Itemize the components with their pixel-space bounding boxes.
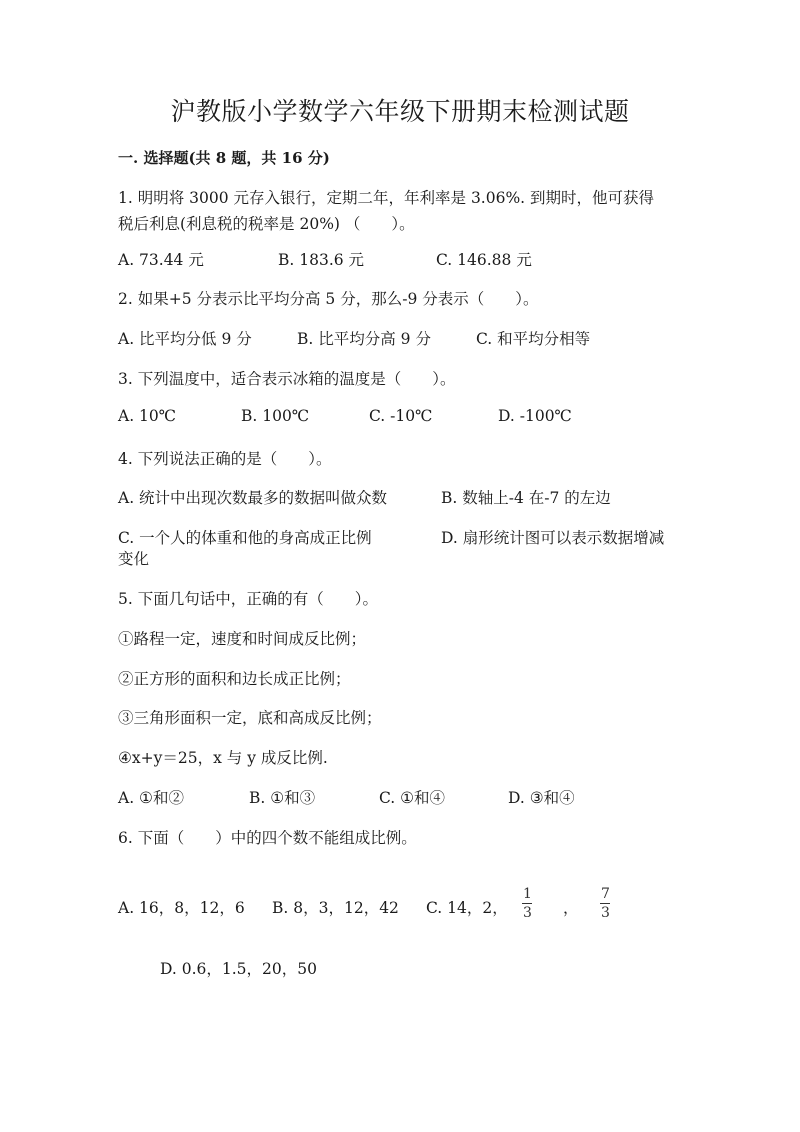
question-1-option-b: B. 183.6 元 <box>278 251 365 269</box>
question-2-option-a: A. 比平均分低 9 分 <box>118 330 252 348</box>
question-3-option-b: B. 100℃ <box>241 407 310 425</box>
fraction-bar <box>522 903 532 904</box>
question-5-option-b: B. ①和③ <box>249 789 316 807</box>
fraction-bar <box>600 903 610 904</box>
question-4-option-c: C. 一个人的体重和他的身高成正比例 <box>118 529 372 547</box>
question-3-option-c: C. -10℃ <box>369 407 433 425</box>
section-heading: 一. 选择题(共 8 题，共 16 分) <box>118 149 330 167</box>
question-2-option-c: C. 和平均分相等 <box>476 330 591 348</box>
question-4-option-d-continued: 变化 <box>118 550 150 568</box>
page-title: 沪教版小学数学六年级下册期末检测试题 <box>170 97 630 126</box>
question-6-option-b: B. 8，3，12，42 <box>272 899 399 917</box>
fraction-numerator: 7 <box>601 886 610 902</box>
question-2-option-b: B. 比平均分高 9 分 <box>297 330 431 348</box>
question-1-option-a: A. 73.44 元 <box>118 251 204 269</box>
question-5-statement-2: ②正方形的面积和边长成正比例； <box>118 670 351 688</box>
fraction-separator: ， <box>563 899 579 917</box>
question-2-text: 2. 如果+5 分表示比平均分高 5 分，那么-9 分表示（ ）。 <box>118 290 539 308</box>
fraction-denominator: 3 <box>601 905 610 921</box>
question-6-option-d: D. 0.6，1.5，20，50 <box>160 960 317 978</box>
question-5-option-d: D. ③和④ <box>508 789 575 807</box>
question-5-statement-3: ③三角形面积一定，底和高成反比例； <box>118 709 382 727</box>
question-4-option-b: B. 数轴上-4 在-7 的左边 <box>441 489 611 507</box>
question-1-line-2: 税后利息(利息税的税率是 20%) （ ）。 <box>118 215 415 233</box>
question-1-line-1: 1. 明明将 3000 元存入银行，定期二年，年利率是 3.06%. 到期时，他可获得 <box>118 189 655 207</box>
question-3-option-d: D. -100℃ <box>498 407 572 425</box>
question-6-text: 6. 下面（ ）中的四个数不能组成比例。 <box>118 829 417 847</box>
fraction-one-third <box>522 886 533 921</box>
question-5-statement-4: ④x+y＝25，x 与 y 成反比例. <box>118 749 328 767</box>
fraction-numerator: 1 <box>523 886 532 902</box>
fraction-seven-thirds <box>600 886 611 921</box>
question-5-option-a: A. ①和② <box>118 789 184 807</box>
question-6-option-a: A. 16，8，12，6 <box>118 899 245 917</box>
fraction-denominator: 3 <box>523 905 532 921</box>
question-1-option-c: C. 146.88 元 <box>436 251 532 269</box>
question-4-option-a: A. 统计中出现次数最多的数据叫做众数 <box>118 489 388 507</box>
question-4-text: 4. 下列说法正确的是（ ）。 <box>118 450 332 468</box>
question-5-statement-1: ①路程一定，速度和时间成反比例； <box>118 630 367 648</box>
question-3-option-a: A. 10℃ <box>118 407 177 425</box>
question-3-text: 3. 下列温度中，适合表示冰箱的温度是（ ）。 <box>118 370 456 388</box>
question-4-option-d: D. 扇形统计图可以表示数据增减 <box>441 529 665 547</box>
question-6-option-c: C. 14，2， <box>426 899 508 917</box>
question-5-option-c: C. ①和④ <box>379 789 446 807</box>
question-5-text: 5. 下面几句话中，正确的有（ ）。 <box>118 590 378 608</box>
